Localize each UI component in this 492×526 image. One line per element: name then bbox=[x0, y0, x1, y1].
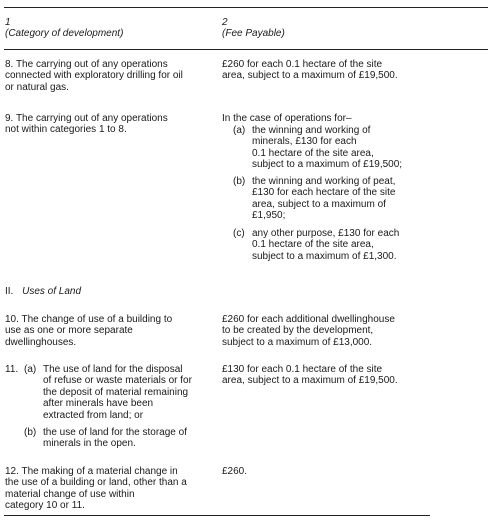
row-9-description: 9. The carrying out of any operations not within categories 1 to 8. bbox=[5, 113, 168, 136]
col1-header bbox=[5, 17, 123, 40]
row-11-b-text: the use of land for the storage of minerals in the open. bbox=[43, 427, 187, 450]
col1-caption: (Category of development) bbox=[5, 28, 124, 40]
row-11-a-text: The use of land for the disposal of refuse or waste materials or for the deposit of material remaining after minerals have been extracted from land; or bbox=[43, 364, 192, 421]
section-ii-heading bbox=[5, 286, 81, 297]
col1-number: 1 bbox=[5, 17, 11, 28]
section-numeral: II. bbox=[5, 286, 14, 297]
col2-header bbox=[222, 17, 285, 40]
row-9-fee-b: the winning and working of peat, £130 for each hectare of the site area, subject to a maximum of £1,950; bbox=[252, 176, 396, 222]
row-10-description: 10. The change of use of a building to use as one or more separate dwellinghouses. bbox=[5, 314, 173, 348]
section-title: Uses of Land bbox=[22, 286, 82, 297]
bottom-rule bbox=[4, 515, 430, 516]
row-11-number: 11. bbox=[5, 364, 19, 375]
row-10-fee: £260 for each additional dwellinghouse to be created by the development, subject to a maximum of £13,000. bbox=[222, 314, 395, 348]
header-rule bbox=[4, 49, 488, 50]
col2-number: 2 bbox=[222, 17, 228, 28]
row-9-fee-intro: In the case of operations for– bbox=[222, 113, 352, 124]
row-9-fee-a-label: (a) bbox=[233, 125, 246, 136]
row-11-fee: £130 for each 0.1 hectare of the site area, subject to a maximum of £19,500. bbox=[222, 364, 398, 387]
row-12-fee: £260. bbox=[222, 466, 248, 477]
row-8-description: 8. The carrying out of any operations connected with exploratory drilling for oil or natural gas. bbox=[5, 59, 183, 93]
row-9-fee-c: any other purpose, £130 for each 0.1 hectare of the site area, subject to a maximum of £1,300. bbox=[252, 228, 400, 262]
row-12-description: 12. The making of a material change in the use of a building or land, other than a material change of use within category 10 or 11. bbox=[5, 466, 187, 512]
col2-caption: (Fee Payable) bbox=[222, 28, 285, 40]
row-11-a-label: (a) bbox=[24, 364, 37, 375]
row-9-fee-c-label: (c) bbox=[233, 228, 245, 239]
row-9-fee-b-label: (b) bbox=[233, 176, 246, 187]
row-8-fee: £260 for each 0.1 hectare of the site area, subject to a maximum of £19,500. bbox=[222, 59, 398, 82]
row-9-fee-a: the winning and working of minerals, £130 for each 0.1 hectare of the site area, subject to a maximum of £19,500; bbox=[252, 125, 403, 171]
top-rule bbox=[4, 7, 488, 8]
row-11-b-label: (b) bbox=[24, 427, 37, 438]
